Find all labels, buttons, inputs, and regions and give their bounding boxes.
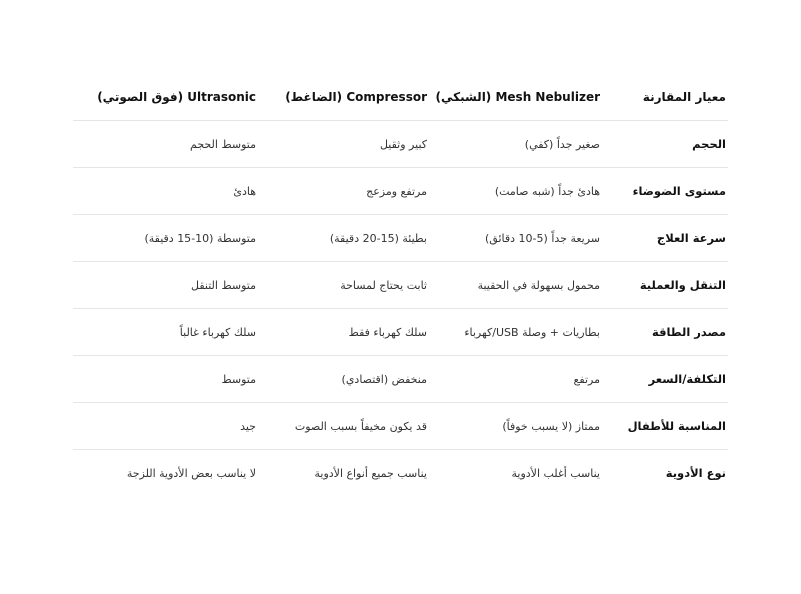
row-label: مصدر الطاقة xyxy=(602,309,728,356)
comparison-table-container xyxy=(73,74,728,496)
header-compressor: Compressor (الضاغط) xyxy=(258,74,429,121)
header-row xyxy=(73,74,728,121)
cell-ultrasonic: متوسط xyxy=(73,356,258,403)
table-body xyxy=(73,121,728,497)
cell-mesh: مرتفع xyxy=(429,356,602,403)
comparison-table xyxy=(73,74,728,496)
row-label: الحجم xyxy=(602,121,728,168)
cell-ultrasonic: متوسطة (10-15 دقيقة) xyxy=(73,215,258,262)
cell-mesh: سريعة جداً (5-10 دقائق) xyxy=(429,215,602,262)
row-label: نوع الأدوية xyxy=(665,466,726,480)
row-label: المناسبة للأطفال xyxy=(602,403,728,450)
header-ultrasonic: Ultrasonic (فوق الصوتي) xyxy=(73,74,258,121)
row-label: مستوى الضوضاء xyxy=(602,168,728,215)
cell-ultrasonic: هادئ xyxy=(73,168,258,215)
cell-mesh: محمول بسهولة في الحقيبة xyxy=(429,262,602,309)
header-criteria: معيار المقارنة xyxy=(602,74,728,121)
cell-mesh: صغير جداً (كفي) xyxy=(429,121,602,168)
table-row xyxy=(73,215,728,262)
cell-compressor: قد يكون مخيفاً بسبب الصوت xyxy=(258,403,429,450)
cell-compressor: كبير وثقيل xyxy=(258,121,429,168)
table-row xyxy=(73,168,728,215)
row-label: سرعة العلاج xyxy=(602,215,728,262)
cell-mesh: يناسب أغلب الأدوية xyxy=(511,466,600,480)
cell-compressor: بطيئة (15-20 دقيقة) xyxy=(258,215,429,262)
cell-ultrasonic: متوسط التنقل xyxy=(73,262,258,309)
cell-compressor: مرتفع ومزعج xyxy=(258,168,429,215)
cell-mesh: ممتاز (لا يسبب خوفاً) xyxy=(429,403,602,450)
cell-mesh: بطاريات + وصلة USB/كهرباء xyxy=(429,309,602,356)
table-row xyxy=(73,262,728,309)
cell-compressor: يناسب جميع أنواع الأدوية xyxy=(314,466,427,480)
cell-compressor: ثابت يحتاج لمساحة xyxy=(258,262,429,309)
cell-compressor: سلك كهرباء فقط xyxy=(258,309,429,356)
table-row xyxy=(73,403,728,450)
cell-ultrasonic: جيد xyxy=(73,403,258,450)
row-label: التنقل والعملية xyxy=(602,262,728,309)
table-header xyxy=(73,74,728,121)
cell-ultrasonic: متوسط الحجم xyxy=(73,121,258,168)
cell-compressor: منخفض (اقتصادي) xyxy=(258,356,429,403)
cell-mesh: هادئ جداً (شبه صامت) xyxy=(429,168,602,215)
row-label: التكلفة/السعر xyxy=(602,356,728,403)
table-row xyxy=(73,121,728,168)
cell-ultrasonic: لا يناسب بعض الأدوية اللزجة xyxy=(126,466,256,480)
table-row xyxy=(73,356,728,403)
cell-ultrasonic: سلك كهرباء غالباً xyxy=(73,309,258,356)
header-mesh-nebulizer: Mesh Nebulizer (الشبكي) xyxy=(429,74,602,121)
table-row xyxy=(73,450,728,497)
table-row xyxy=(73,309,728,356)
